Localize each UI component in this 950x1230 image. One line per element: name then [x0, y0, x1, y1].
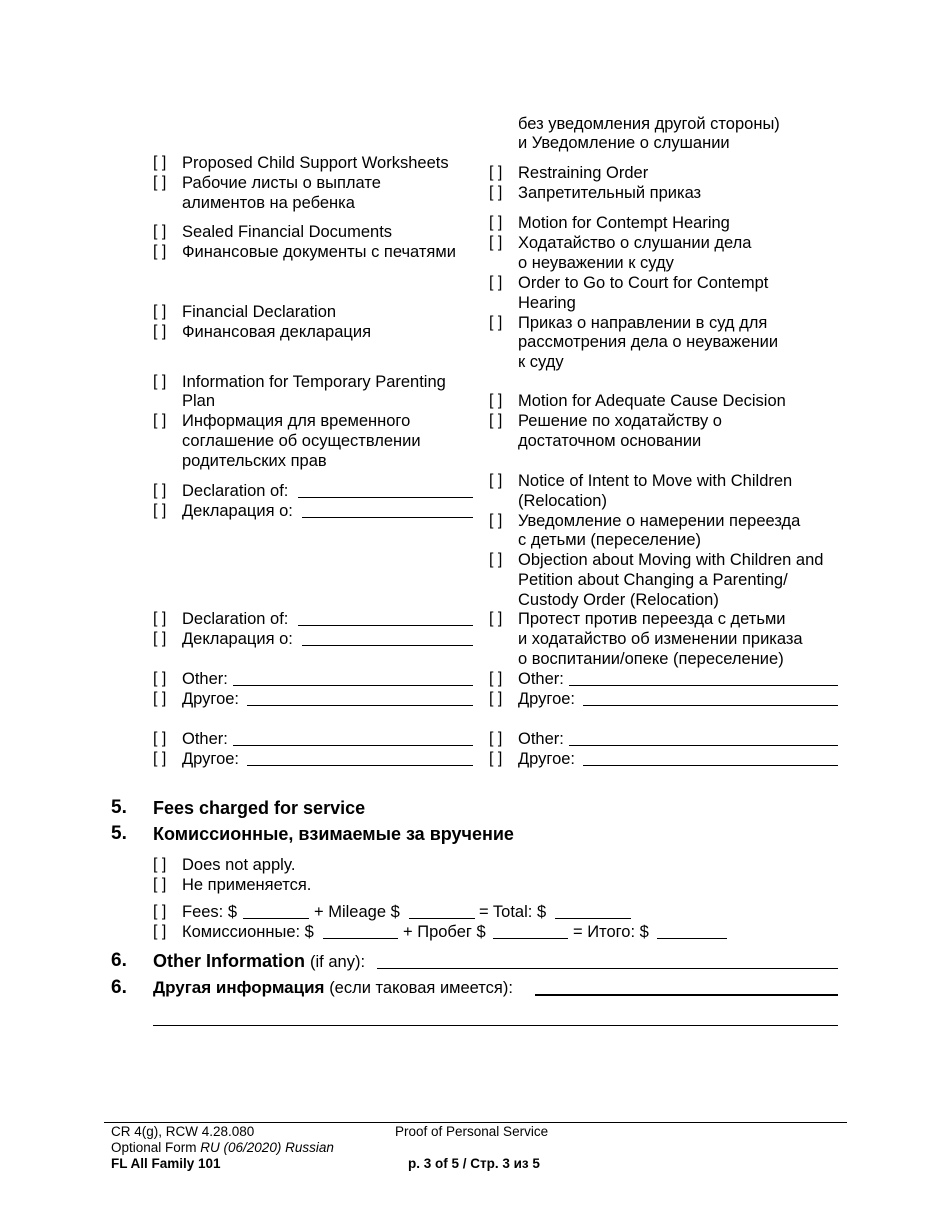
checkbox-fin-decl-en[interactable]: [ ] [153, 303, 167, 320]
temp-plan-label-ru: Информация для временного [182, 412, 411, 430]
temp-plan-label-ru-3: родительских прав [182, 452, 327, 470]
checkbox-sealed-en[interactable]: [ ] [153, 223, 167, 240]
total-label-en: = Total: $ [479, 903, 547, 921]
checkbox-right-other2-en[interactable]: [ ] [489, 730, 503, 747]
left-other2-ru-input-line[interactable] [247, 765, 473, 766]
footer-form-id: FL All Family 101 [111, 1156, 221, 1171]
decl2-label-en: Declaration of: [182, 610, 289, 628]
checkbox-not-apply-ru[interactable]: [ ] [153, 876, 167, 893]
decl1-label-en: Declaration of: [182, 482, 289, 500]
total-ru-input-line[interactable] [657, 938, 727, 939]
checkbox-decl1-ru[interactable]: [ ] [153, 502, 167, 519]
objection-label-en-3: Custody Order (Relocation) [518, 591, 719, 609]
checkbox-left-other2-en[interactable]: [ ] [153, 730, 167, 747]
contempt-label-en: Motion for Contempt Hearing [518, 214, 730, 232]
checkbox-adequate-ru[interactable]: [ ] [489, 412, 503, 429]
sealed-label-en: Sealed Financial Documents [182, 223, 393, 241]
continuation-line-1: без уведомления другой стороны) [518, 115, 780, 133]
other-info-extra-line[interactable] [153, 1025, 838, 1026]
relocation-label-en: Notice of Intent to Move with Children [518, 472, 793, 490]
checkbox-left-other2-ru[interactable]: [ ] [153, 750, 167, 767]
adequate-label-en: Motion for Adequate Cause Decision [518, 392, 786, 410]
footer-page-number: p. 3 of 5 / Стр. 3 из 5 [408, 1156, 540, 1171]
order-go-label-ru-3: к суду [518, 353, 564, 371]
order-go-label-en: Order to Go to Court for Contempt [518, 274, 769, 292]
adequate-label-ru-2: достаточном основании [518, 432, 702, 450]
restraining-label-en: Restraining Order [518, 164, 649, 182]
section-5-title-en: Fees charged for service [153, 798, 366, 818]
sealed-label-ru: Финансовые документы с печатями [182, 243, 456, 261]
left-other1-label-ru: Другое: [182, 690, 240, 708]
section-6-suffix-en: (if any): [310, 953, 366, 971]
checkbox-restraining-ru[interactable]: [ ] [489, 184, 503, 201]
continuation-line-2: и Уведомление о слушании [518, 134, 730, 152]
section-5-title-ru: Комиссионные, взимаемые за вручение [153, 824, 514, 844]
checkbox-objection-en[interactable]: [ ] [489, 551, 503, 568]
objection-label-ru-2: и ходатайство об изменении приказа [518, 630, 803, 648]
decl1-label-ru: Декларация о: [182, 502, 293, 520]
left-other1-en-input-line[interactable] [233, 685, 473, 686]
checkbox-decl2-ru[interactable]: [ ] [153, 630, 167, 647]
footer-optional-prefix: Optional Form [111, 1140, 201, 1155]
order-go-label-en-2: Hearing [518, 294, 576, 312]
mileage-label-ru: + Пробег $ [403, 923, 486, 941]
checkbox-relocation-ru[interactable]: [ ] [489, 512, 503, 529]
temp-plan-label-ru-2: соглашение об осуществлении [182, 432, 421, 450]
checkbox-adequate-en[interactable]: [ ] [489, 392, 503, 409]
checkbox-fees-ru[interactable]: [ ] [153, 923, 167, 940]
contempt-label-ru-2: о неуважении к суду [518, 254, 674, 272]
right-other1-label-en: Other: [518, 670, 564, 688]
section-6-title-ru: Другая информация [153, 978, 325, 997]
fees-label-ru: Комиссионные: $ [182, 923, 314, 941]
footer-optional-italic: RU (06/2020) Russian [200, 1140, 334, 1155]
relocation-label-ru-2: с детьми (переселение) [518, 531, 702, 549]
right-other2-label-ru: Другое: [518, 750, 576, 768]
decl2-en-input-line[interactable] [298, 625, 473, 626]
checkbox-not-apply-en[interactable]: [ ] [153, 856, 167, 873]
child-support-label-ru-2: алиментов на ребенка [182, 194, 355, 212]
checkbox-sealed-ru[interactable]: [ ] [153, 243, 167, 260]
child-support-label-en: Proposed Child Support Worksheets [182, 154, 449, 172]
section-6-heading-en [153, 950, 365, 973]
checkbox-contempt-en[interactable]: [ ] [489, 214, 503, 231]
fin-decl-label-ru: Финансовая декларация [182, 323, 372, 341]
right-other1-label-ru: Другое: [518, 690, 576, 708]
objection-label-ru-3: о воспитании/опеке (переселение) [518, 650, 784, 668]
checkbox-order-go-en[interactable]: [ ] [489, 274, 503, 291]
adequate-label-ru: Решение по ходатайству о [518, 412, 722, 430]
checkbox-restraining-en[interactable]: [ ] [489, 164, 503, 181]
left-other2-label-ru: Другое: [182, 750, 240, 768]
right-other1-ru-input-line[interactable] [583, 705, 838, 706]
footer-rule: CR 4(g), RCW 4.28.080 [111, 1124, 255, 1139]
other-info-ru-input-line[interactable] [535, 994, 838, 996]
order-go-label-ru: Приказ о направлении в суд для [518, 314, 768, 332]
mileage-en-input-line[interactable] [409, 918, 475, 919]
checkbox-objection-ru[interactable]: [ ] [489, 610, 503, 627]
checkbox-relocation-en[interactable]: [ ] [489, 472, 503, 489]
footer-divider [104, 1122, 847, 1123]
temp-plan-label-en-2: Plan [182, 392, 216, 410]
objection-label-ru: Протест против переезда с детьми [518, 610, 786, 628]
right-other2-ru-input-line[interactable] [583, 765, 838, 766]
section-5-number-en: 5. [111, 797, 127, 818]
mileage-ru-input-line[interactable] [493, 938, 568, 939]
relocation-label-en-2: (Relocation) [518, 492, 607, 510]
section-6-number-en: 6. [111, 950, 127, 971]
checkbox-decl2-en[interactable]: [ ] [153, 610, 167, 627]
section-6-heading-ru [153, 977, 513, 999]
total-label-ru: = Итого: $ [573, 923, 649, 941]
restraining-label-ru: Запретительный приказ [518, 184, 702, 202]
section-6-suffix-ru: (если таковая имеется): [329, 979, 513, 997]
checkbox-fin-decl-ru[interactable]: [ ] [153, 323, 167, 340]
left-other2-en-input-line[interactable] [233, 745, 473, 746]
fees-en-input-line[interactable] [243, 918, 309, 919]
section-5-number-ru: 5. [111, 823, 127, 844]
fees-ru-input-line[interactable] [323, 938, 398, 939]
section-6-number-ru: 6. [111, 977, 127, 998]
footer-title: Proof of Personal Service [395, 1124, 549, 1139]
checkbox-right-other2-ru[interactable]: [ ] [489, 750, 503, 767]
fees-label-en: Fees: $ [182, 903, 238, 921]
not-apply-label-en: Does not apply. [182, 856, 296, 874]
checkbox-right-other1-ru[interactable]: [ ] [489, 690, 503, 707]
checkbox-right-other1-en[interactable]: [ ] [489, 670, 503, 687]
left-other1-label-en: Other: [182, 670, 228, 688]
not-apply-label-ru: Не применяется. [182, 876, 312, 894]
left-other1-ru-input-line[interactable] [247, 705, 473, 706]
checkbox-order-go-ru[interactable]: [ ] [489, 314, 503, 331]
child-support-label-ru: Рабочие листы о выплате [182, 174, 381, 192]
temp-plan-label-en: Information for Temporary Parenting [182, 373, 446, 391]
right-other2-en-input-line[interactable] [569, 745, 838, 746]
checkbox-decl1-en[interactable]: [ ] [153, 482, 167, 499]
section-6-title-en: Other Information [153, 951, 305, 971]
mileage-label-en: + Mileage $ [314, 903, 400, 921]
left-other2-label-en: Other: [182, 730, 228, 748]
checkbox-temp-plan-ru[interactable]: [ ] [153, 412, 167, 429]
footer-optional-form [111, 1140, 334, 1156]
right-other1-en-input-line[interactable] [569, 685, 838, 686]
decl2-ru-input-line[interactable] [302, 645, 473, 646]
contempt-label-ru: Ходатайство о слушании дела [518, 234, 752, 252]
decl1-ru-input-line[interactable] [302, 517, 473, 518]
fin-decl-label-en: Financial Declaration [182, 303, 337, 321]
checkbox-temp-plan-en[interactable]: [ ] [153, 373, 167, 390]
total-en-input-line[interactable] [555, 918, 631, 919]
checkbox-child-support-ru[interactable]: [ ] [153, 174, 167, 191]
checkbox-child-support-en[interactable]: [ ] [153, 154, 167, 171]
objection-label-en-2: Petition about Changing a Parenting/ [518, 571, 788, 589]
decl2-label-ru: Декларация о: [182, 630, 293, 648]
checkbox-fees-en[interactable]: [ ] [153, 903, 167, 920]
checkbox-left-other1-en[interactable]: [ ] [153, 670, 167, 687]
objection-label-en: Objection about Moving with Children and [518, 551, 824, 569]
relocation-label-ru: Уведомление о намерении переезда [518, 512, 801, 530]
other-info-en-input-line[interactable] [377, 968, 838, 969]
right-other2-label-en: Other: [518, 730, 564, 748]
order-go-label-ru-2: рассмотрения дела о неуважении [518, 333, 779, 351]
decl1-en-input-line[interactable] [298, 497, 473, 498]
checkbox-left-other1-ru[interactable]: [ ] [153, 690, 167, 707]
checkbox-contempt-ru[interactable]: [ ] [489, 234, 503, 251]
